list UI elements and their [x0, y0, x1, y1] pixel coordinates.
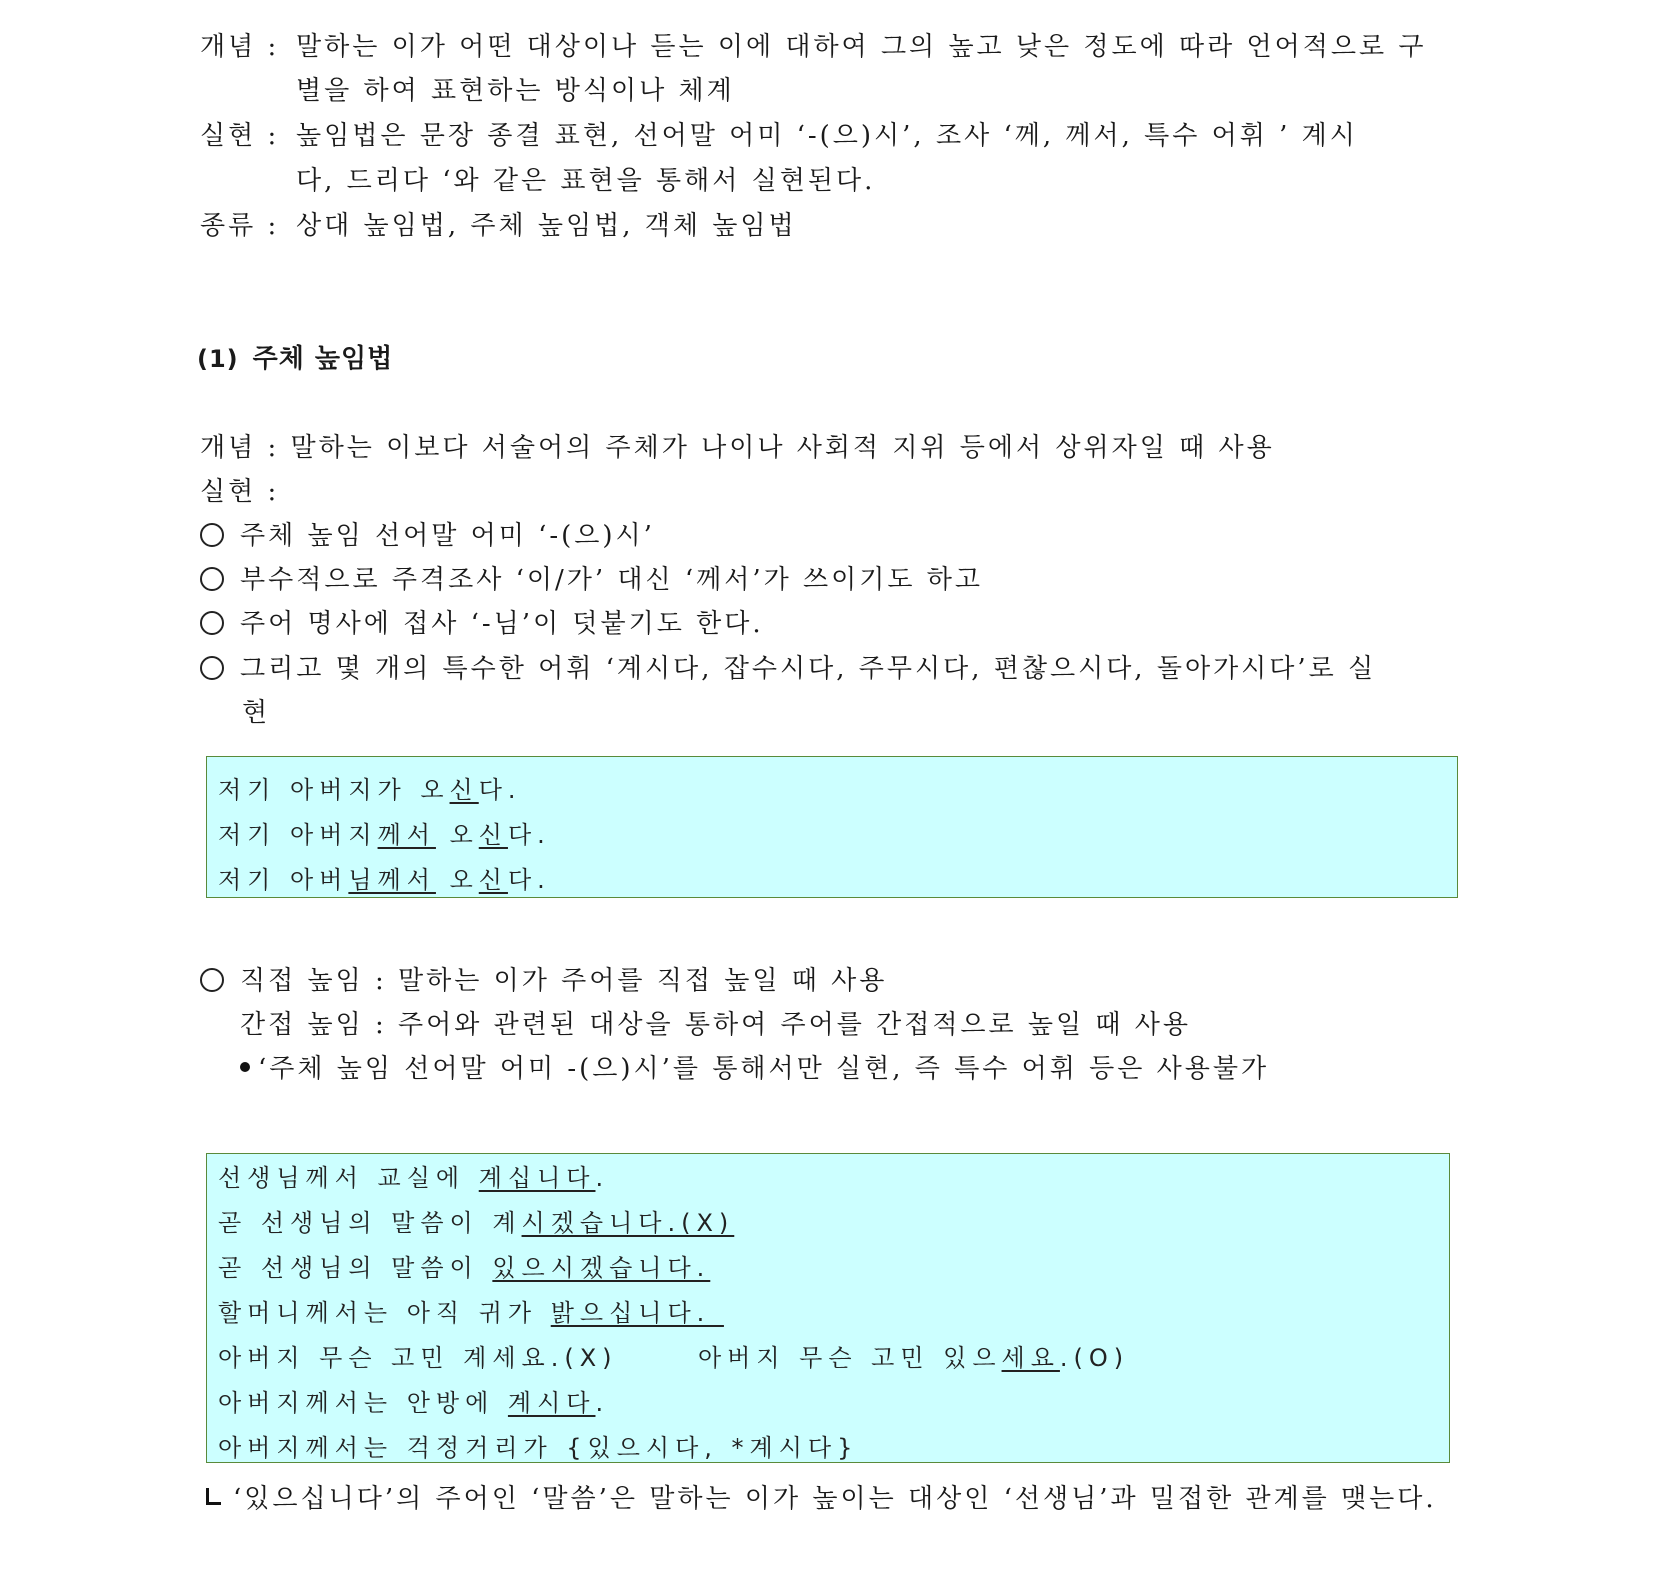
- example-line: 아버지 무슨 고민 계세요.(X): [218, 1344, 618, 1372]
- example-line: 곧 선생님의 말씀이 있으시겠습니다.: [218, 1254, 711, 1282]
- bullet-text: 부수적으로 주격조사 ‘이/가’ 대신 ‘께서’가 쓰이기도 하고: [240, 565, 983, 595]
- example-line: 아버지께서는 걱정거리가 {있으시다, *계시다}: [218, 1434, 859, 1462]
- example-line: 저기 아버님께서 오신다.: [218, 866, 551, 894]
- circle-bullet-icon: [200, 567, 224, 591]
- example-line: 아버지 무슨 고민 있으세요.(O): [698, 1344, 1130, 1372]
- corner-mark-icon: [206, 1488, 221, 1505]
- types-line: [200, 211, 797, 241]
- concept-line: [200, 32, 1427, 62]
- example-line: 선생님께서 교실에 계십니다.: [218, 1164, 610, 1192]
- types-label: 종류 :: [200, 211, 280, 241]
- direct-honorific-text: 직접 높임 : 말하는 이가 주어를 직접 높일 때 사용: [240, 966, 888, 996]
- example-line: 할머니께서는 아직 귀가 밝으십니다.: [218, 1299, 724, 1327]
- circle-bullet-icon: [200, 611, 224, 635]
- note-line: ‘주체 높임 선어말 어미 -(으)시’를 통해서만 실현, 즉 특수 어휘 등은 사용불가: [240, 1054, 1269, 1084]
- circle-bullet-icon: [200, 656, 224, 680]
- footnote: ‘있으십니다’의 주어인 ‘말씀’은 말하는 이가 높이는 대상인 ‘선생님’과 밀접한 관계를 맺는다.: [206, 1484, 1437, 1514]
- realization-line: [200, 121, 1358, 151]
- indirect-honorific-text: 간접 높임 : 주어와 관련된 대상을 통하여 주어를 간접적으로 높일 때 사용: [240, 1010, 1192, 1040]
- bullet-item: [200, 654, 1376, 684]
- realization-label: 실현 :: [200, 121, 280, 151]
- bullet-item: [200, 966, 887, 996]
- section-heading: [197, 344, 393, 374]
- bullet-text-cont: 현: [242, 698, 271, 728]
- subject-concept-line: 개념 : 말하는 이보다 서술어의 주체가 나이나 사회적 지위 등에서 상위자일 때 사용: [200, 433, 1275, 463]
- concept-label: 개념 :: [200, 32, 280, 62]
- bullet-text: 그리고 몇 개의 특수한 어휘 ‘계시다, 잡수시다, 주무시다, 편찮으시다, 돌아가시다’로 실: [240, 654, 1377, 684]
- example-line: 저기 아버지께서 오신다.: [218, 821, 551, 849]
- section-number: (1): [197, 345, 239, 373]
- subject-realization-line: 실현 :: [200, 477, 280, 507]
- circle-bullet-icon: [200, 523, 224, 547]
- realization-text: 높임법은 문장 종결 표현, 선어말 어미 ‘-(으)시’, 조사 ‘께, 께서, 특수 어휘 ’ 계시: [296, 121, 1358, 151]
- example-line: 곧 선생님의 말씀이 계시겠습니다.(X): [218, 1209, 735, 1237]
- bullet-text: 주어 명사에 접사 ‘-님’이 덧붙기도 한다.: [240, 609, 764, 639]
- types-text: 상대 높임법, 주체 높임법, 객체 높임법: [296, 211, 797, 241]
- bullet-item: [200, 565, 983, 595]
- circle-bullet-icon: [200, 968, 224, 992]
- example-line: 아버지께서는 안방에 계시다.: [218, 1389, 610, 1417]
- example-line: 저기 아버지가 오신다.: [218, 776, 522, 804]
- concept-text-cont: 별을 하여 표현하는 방식이나 체계: [296, 76, 735, 106]
- section-title: 주체 높임법: [252, 344, 394, 374]
- bullet-text: 주체 높임 선어말 어미 ‘-(으)시’: [240, 521, 655, 551]
- dot-bullet-icon: [240, 1062, 250, 1072]
- bullet-item: [200, 609, 764, 639]
- bullet-item: [200, 521, 655, 551]
- realization-text-cont: 다, 드리다 ‘와 같은 표현을 통해서 실현된다.: [296, 166, 876, 196]
- concept-text: 말하는 이가 어떤 대상이나 듣는 이에 대하여 그의 높고 낮은 정도에 따라 언어적으로 구: [296, 32, 1427, 62]
